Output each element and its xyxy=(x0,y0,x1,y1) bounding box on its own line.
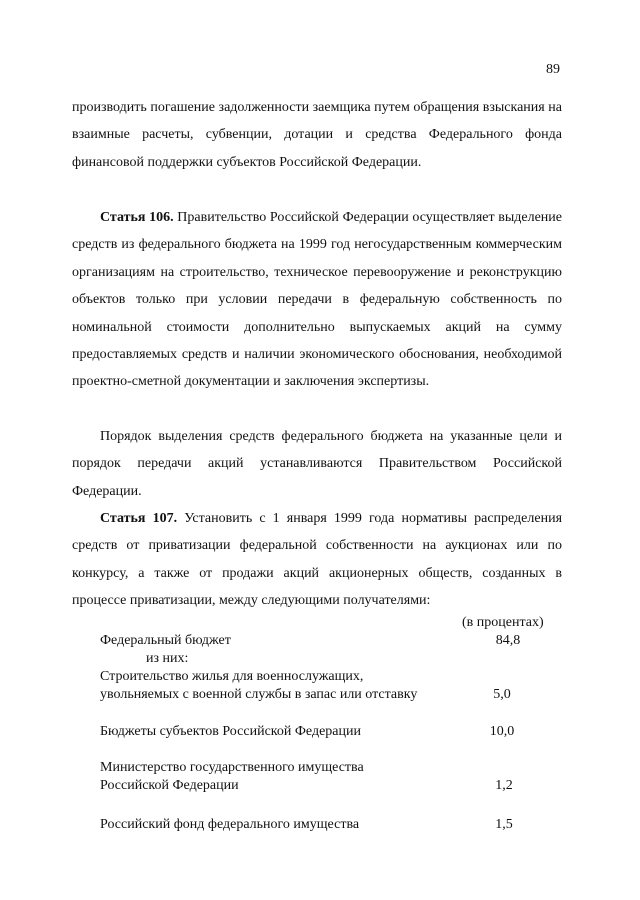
table-row-label: Российский фонд федерального имущества xyxy=(100,817,360,832)
page-number: 89 xyxy=(546,62,560,77)
table-row-label: Федеральный бюджет xyxy=(100,633,231,648)
table-row-label: из них: xyxy=(146,651,189,666)
table-row-value: 1,2 xyxy=(495,778,513,793)
article-106-text: Правительство Российской Федерации осуществляет выделение средств из федерального бюджета на 1999 год негосударственным коммерческим организациям на строительство, техническое перевооружение и реконструкцию объектов только при условии передачи в федеральную собственность по номинальной стоимости дополнительно выпускаемых акций на сумму предоставляемых средств и наличии экономического обоснования, необходимой проектно-сметной документации и заключения экспертизы. xyxy=(72,210,563,390)
table-row-value: 5,0 xyxy=(493,687,511,702)
table-row-value: 1,5 xyxy=(495,817,513,832)
paragraph-continuation: производить погашение задолженности заемщика путем обращения взыскания на взаимные расчеты, субвенции, дотации и средства Федерального фонда финансовой поддержки субъектов Российской Федерации. xyxy=(72,100,562,170)
article-106-paragraph xyxy=(72,204,562,396)
article-106-heading: Статья 106. xyxy=(100,210,174,225)
article-107-text: Установить с 1 января 1999 года нормативы распределения средств от приватизации федеральной собственности на аукционах или по конкурсу, а также от продажи акций акционерных обществ, созданных в процессе приватизации, между следующими получателями: xyxy=(72,511,563,609)
article-107-heading: Статья 107. xyxy=(100,511,178,526)
article-107-paragraph xyxy=(72,505,562,615)
table-row-label: Российской Федерации xyxy=(100,778,239,793)
table-row-label: Бюджеты субъектов Российской Федерации xyxy=(100,724,361,739)
table-row-label: увольняемых с военной службы в запас или отставку xyxy=(100,687,418,702)
table-row-label: Министерство государственного имущества xyxy=(100,760,364,775)
allocation-procedure-paragraph: Порядок выделения средств федерального бюджета на указанные цели и порядок передачи акций устанавливаются Правительством Российской Федерации. xyxy=(72,429,562,499)
table-row-value: 84,8 xyxy=(495,633,521,648)
table-unit-label: (в процентах) xyxy=(462,615,544,630)
table-row-value: 10,0 xyxy=(489,724,515,739)
table-row-label: Строительство жилья для военнослужащих, xyxy=(100,669,364,684)
